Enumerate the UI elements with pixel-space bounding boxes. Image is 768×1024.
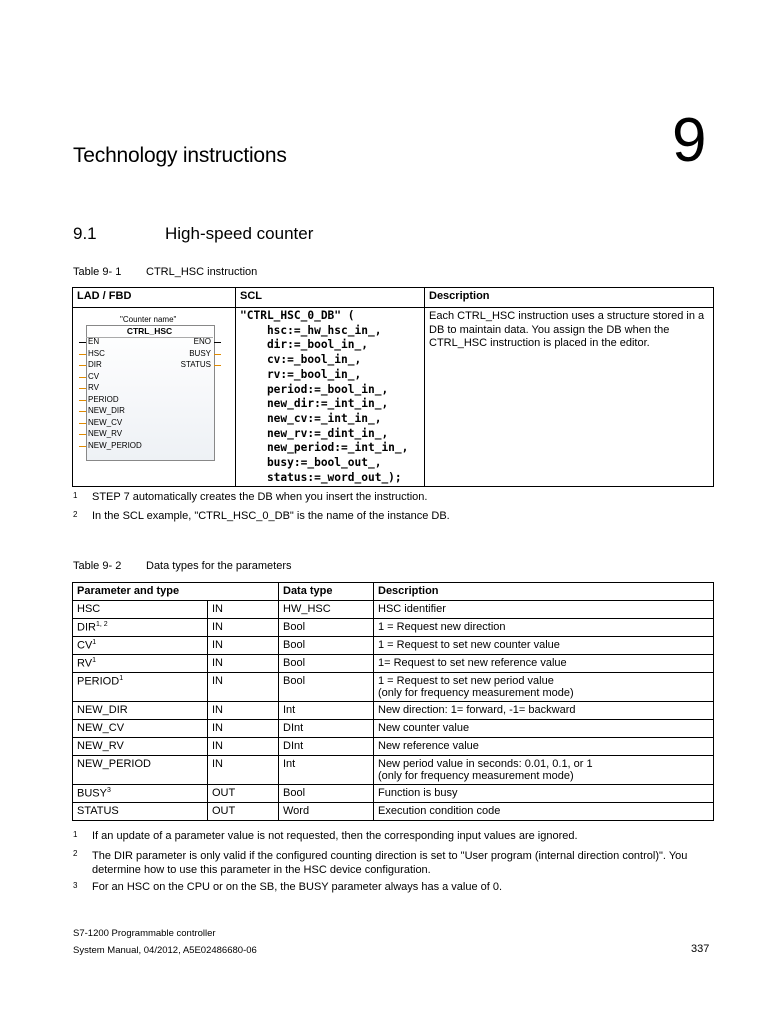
footnote-mark: 2 bbox=[73, 849, 78, 858]
param-name-text: NEW_CV bbox=[77, 722, 125, 734]
param-description-line: (only for frequency measurement mode) bbox=[378, 687, 574, 699]
param-name-text: CV bbox=[77, 639, 93, 652]
param-footnote-ref: 1 bbox=[92, 639, 97, 646]
param-footnote-ref: 1 bbox=[92, 657, 96, 664]
param-direction: IN bbox=[208, 702, 279, 720]
table-row bbox=[73, 785, 714, 803]
footnote bbox=[73, 881, 502, 893]
param-description-line: Function is busy bbox=[378, 787, 458, 799]
table-row bbox=[73, 655, 714, 673]
fbd-input-pin: NEW_RV bbox=[88, 429, 123, 438]
param-description bbox=[374, 637, 714, 655]
param-description-line: New reference value bbox=[378, 740, 479, 752]
param-description bbox=[374, 619, 714, 637]
param-description bbox=[374, 673, 714, 702]
param-direction: IN bbox=[208, 720, 279, 738]
footnote-text: If an update of a parameter value is not requested, then the corresponding input values are ignored. bbox=[92, 830, 578, 842]
fbd-input-pin: NEW_DIR bbox=[88, 406, 125, 415]
param-direction: IN bbox=[208, 637, 279, 655]
table-header-row bbox=[73, 288, 714, 308]
param-name bbox=[73, 637, 208, 655]
param-name bbox=[73, 756, 208, 785]
param-description-line: 1= Request to set new reference value bbox=[378, 657, 567, 669]
param-data-type: Bool bbox=[279, 673, 374, 702]
param-description-line: New period value in seconds: 0.01, 0.1, or 1 bbox=[378, 758, 593, 770]
param-description-line: Execution condition code bbox=[378, 805, 501, 817]
param-name bbox=[73, 601, 208, 619]
fbd-input-connector bbox=[79, 400, 86, 401]
fbd-input-connector bbox=[79, 354, 86, 355]
table2-caption-number: Table 9- 2 bbox=[73, 560, 122, 572]
scl-code: "CTRL_HSC_0_DB" ( hsc:=_hw_hsc_in_, dir:=_bool_in_, cv:=_bool_in_, rv:=_bool_in_, period:=_bool_in_, new_dir:=_int_in_, new_cv:=_int_in_, new_rv:=_dint_in_, new_period:=_int_in_, busy:=_bool_out_, status:=_word_out_); bbox=[236, 308, 425, 487]
param-description bbox=[374, 720, 714, 738]
param-description bbox=[374, 756, 714, 785]
table1-caption bbox=[73, 266, 257, 278]
fbd-input-pin: RV bbox=[88, 383, 99, 392]
param-data-type: Word bbox=[279, 803, 374, 821]
fbd-input-pin: HSC bbox=[88, 348, 105, 358]
footnote-mark: 1 bbox=[73, 830, 78, 839]
table-row bbox=[73, 756, 714, 785]
fbd-block-name: CTRL_HSC bbox=[86, 326, 213, 338]
param-direction: OUT bbox=[208, 803, 279, 821]
param-data-type: HW_HSC bbox=[279, 601, 374, 619]
table2-caption-text: Data types for the parameters bbox=[146, 560, 292, 572]
param-data-type: Bool bbox=[279, 655, 374, 673]
footnote-text: In the SCL example, "CTRL_HSC_0_DB" is the name of the instance DB. bbox=[92, 510, 450, 522]
param-description-line: HSC identifier bbox=[378, 603, 446, 615]
param-footnote-ref: 1 bbox=[119, 675, 124, 682]
param-description-line: (only for frequency measurement mode) bbox=[378, 770, 574, 782]
table-row bbox=[73, 673, 714, 702]
param-direction: IN bbox=[208, 673, 279, 702]
param-footnote-ref: 3 bbox=[106, 787, 111, 794]
chapter-title: Technology instructions bbox=[73, 144, 287, 167]
fbd-cell bbox=[73, 308, 236, 487]
fbd-input-connector bbox=[79, 342, 86, 343]
param-description-line: New counter value bbox=[378, 722, 470, 734]
table1-caption-number: Table 9- 1 bbox=[73, 266, 122, 278]
fbd-input-pin: DIR bbox=[88, 360, 102, 369]
section-number: 9.1 bbox=[73, 224, 97, 243]
param-name bbox=[73, 702, 208, 720]
fbd-input-connector bbox=[79, 446, 86, 447]
param-footnote-ref: 1, 2 bbox=[95, 621, 108, 628]
fbd-output-pin: BUSY bbox=[189, 348, 211, 358]
footnote-text: For an HSC on the CPU or on the SB, the BUSY parameter always has a value of 0. bbox=[92, 881, 503, 893]
footnote-mark: 2 bbox=[73, 510, 78, 519]
param-name-text: NEW_RV bbox=[77, 740, 124, 752]
fbd-input-pin: NEW_CV bbox=[88, 417, 123, 427]
fbd-output-pin: STATUS bbox=[180, 360, 211, 369]
footnote-mark: 3 bbox=[73, 881, 78, 890]
fbd-input-connector bbox=[79, 377, 86, 378]
footnote bbox=[73, 830, 578, 842]
table-row bbox=[73, 637, 714, 655]
fbd-output-connector bbox=[214, 365, 221, 366]
param-name-text: NEW_PERIOD bbox=[77, 758, 151, 770]
param-name-text: BUSY bbox=[77, 787, 107, 800]
fbd-output-pin: ENO bbox=[193, 337, 211, 346]
footnote-text: STEP 7 automatically creates the DB when you insert the instruction. bbox=[92, 491, 428, 503]
param-name-text: STATUS bbox=[77, 805, 119, 817]
param-data-type: Bool bbox=[279, 637, 374, 655]
param-data-type: Bool bbox=[279, 619, 374, 637]
header-scl: SCL bbox=[236, 288, 425, 308]
param-direction: IN bbox=[208, 738, 279, 756]
param-name-text: DIR bbox=[77, 621, 96, 634]
instruction-description: Each CTRL_HSC instruction uses a structure stored in a DB to maintain data. You assign the DB when the CTRL_HSC instruction is placed in the editor. bbox=[425, 308, 714, 487]
param-description-line: 1 = Request to set new counter value bbox=[378, 639, 560, 651]
fbd-output-connector bbox=[214, 354, 221, 355]
param-description bbox=[374, 803, 714, 821]
fbd-input-connector bbox=[79, 434, 86, 435]
fbd-output-connector bbox=[214, 342, 221, 343]
param-description bbox=[374, 702, 714, 720]
footnote bbox=[73, 510, 450, 522]
param-name bbox=[73, 655, 208, 673]
table-header-row bbox=[73, 583, 714, 601]
data-types-table bbox=[72, 582, 714, 821]
fbd-input-pin: CV bbox=[88, 371, 100, 381]
counter-name-label: "Counter name" bbox=[120, 315, 177, 324]
header-description: Description bbox=[374, 583, 714, 601]
param-data-type: DInt bbox=[279, 720, 374, 738]
param-description bbox=[374, 655, 714, 673]
param-name-text: RV bbox=[77, 657, 93, 670]
fbd-input-connector bbox=[79, 365, 86, 366]
fbd-input-connector bbox=[79, 411, 86, 412]
footnote-text: The DIR parameter is only valid if the configured counting direction is set to "User program (internal direction control)". You determine how to use this parameter in the HSC device configuration. bbox=[92, 850, 688, 876]
param-data-type: Int bbox=[279, 756, 374, 785]
header-data-type: Data type bbox=[279, 583, 374, 601]
fbd-block-diagram bbox=[74, 310, 229, 460]
table-row bbox=[73, 601, 714, 619]
table2-caption bbox=[73, 560, 292, 572]
footer-manual: System Manual, 04/2012, A5E02486680-06 bbox=[73, 945, 257, 956]
table-row bbox=[73, 803, 714, 821]
table1-caption-text: CTRL_HSC instruction bbox=[146, 266, 258, 278]
param-name bbox=[73, 738, 208, 756]
page-number: 337 bbox=[691, 943, 710, 955]
footnote-mark: 1 bbox=[73, 491, 78, 500]
fbd-input-connector bbox=[79, 423, 86, 424]
param-name bbox=[73, 785, 208, 803]
footer-product: S7-1200 Programmable controller bbox=[73, 928, 216, 939]
header-parameter-and-type: Parameter and type bbox=[73, 583, 279, 601]
table-row bbox=[73, 720, 714, 738]
param-description-line: 1 = Request to set new period value bbox=[378, 675, 554, 687]
param-description bbox=[374, 738, 714, 756]
fbd-input-connector bbox=[79, 388, 86, 389]
param-data-type: DInt bbox=[279, 738, 374, 756]
param-name bbox=[73, 619, 208, 637]
table-row bbox=[73, 702, 714, 720]
param-name-text: HSC bbox=[77, 603, 101, 615]
header-description: Description bbox=[425, 288, 714, 308]
footnote bbox=[73, 849, 692, 877]
param-direction: IN bbox=[208, 655, 279, 673]
param-name bbox=[73, 803, 208, 821]
section-title: High-speed counter bbox=[165, 224, 314, 243]
table-row bbox=[73, 619, 714, 637]
ctrl-hsc-instruction-table bbox=[72, 287, 714, 487]
header-lad-fbd: LAD / FBD bbox=[73, 288, 236, 308]
param-description bbox=[374, 785, 714, 803]
param-name bbox=[73, 673, 208, 702]
param-name bbox=[73, 720, 208, 738]
param-data-type: Int bbox=[279, 702, 374, 720]
param-description-line: 1 = Request new direction bbox=[378, 621, 506, 633]
param-direction: OUT bbox=[208, 785, 279, 803]
param-description-line: New direction: 1= forward, -1= backward bbox=[378, 704, 576, 716]
chapter-number: 9 bbox=[672, 106, 707, 175]
param-direction: IN bbox=[208, 756, 279, 785]
fbd-input-pin: PERIOD bbox=[88, 394, 119, 404]
param-name-text: NEW_DIR bbox=[77, 704, 128, 716]
param-description bbox=[374, 601, 714, 619]
param-data-type: Bool bbox=[279, 785, 374, 803]
param-direction: IN bbox=[208, 619, 279, 637]
table-row bbox=[73, 738, 714, 756]
fbd-input-pin: NEW_PERIOD bbox=[88, 440, 142, 450]
table-row bbox=[73, 308, 714, 487]
fbd-input-pin: EN bbox=[88, 337, 100, 346]
footnote bbox=[73, 491, 427, 503]
param-direction: IN bbox=[208, 601, 279, 619]
param-name-text: PERIOD bbox=[77, 675, 120, 688]
